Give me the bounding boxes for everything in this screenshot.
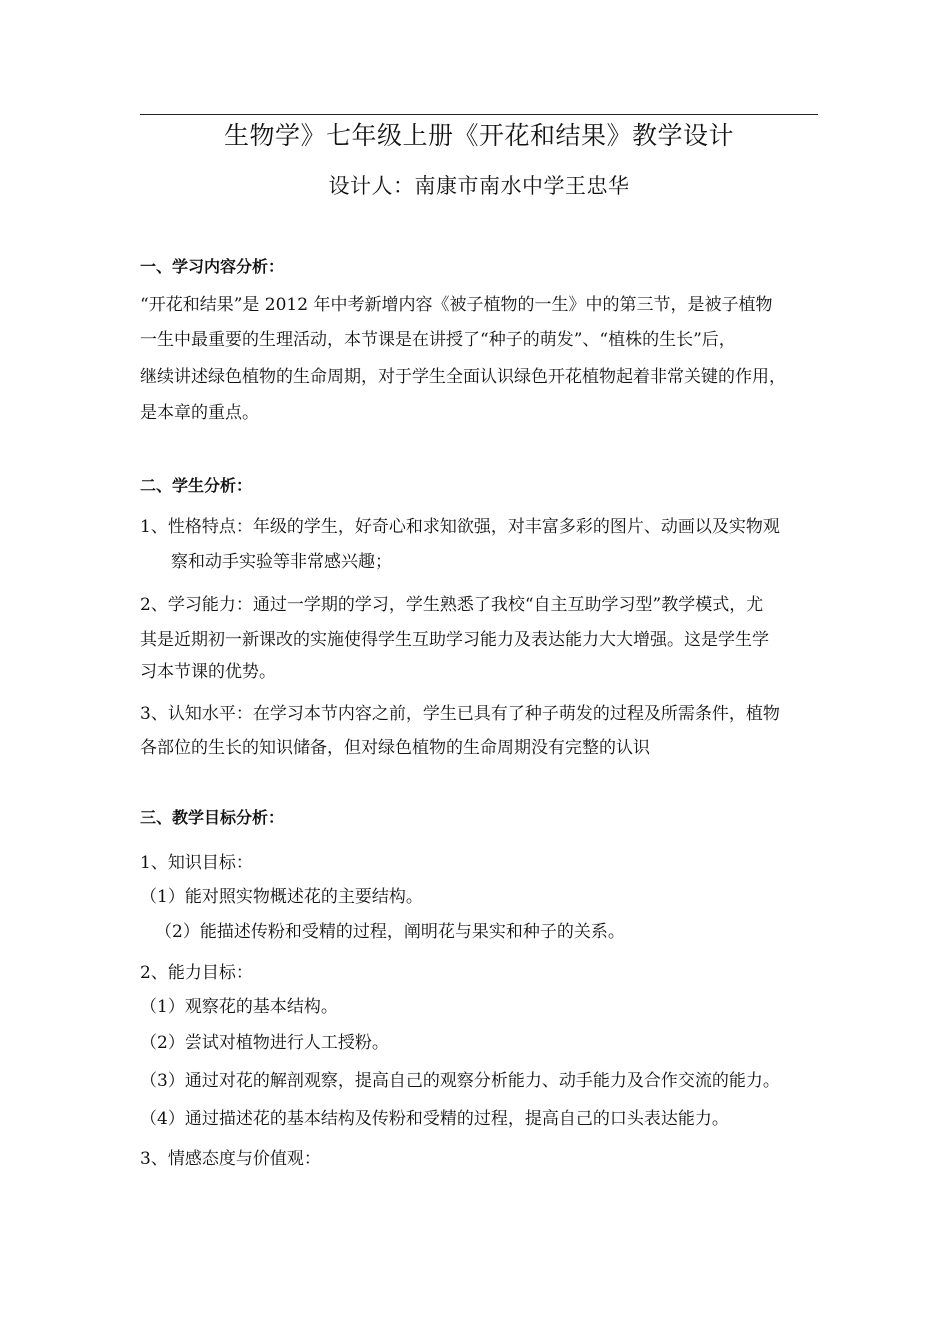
attitude-goal-heading: 3、情感态度与价值观： — [140, 1149, 321, 1169]
s2-item2-line: 其是近期初一新课改的实施使得学生互助学习能力及表达能力大大增强。这是学生学 — [140, 630, 769, 650]
s2-item3-line: 3、认知水平：在学习本节内容之前，学生已具有了种子萌发的过程及所需条件，植物 — [140, 704, 780, 724]
doc-title: 生物学》七年级上册《开花和结果》教学设计 — [223, 121, 734, 150]
knowledge-goal-item: （2）能描述传粉和受精的过程，阐明花与果实和种子的关系。 — [155, 922, 625, 942]
ability-goal-item: （4）通过描述花的基本结构及传粉和受精的过程，提高自己的口头表达能力。 — [140, 1109, 729, 1129]
knowledge-goal-item: （1）能对照实物概述花的主要结构。 — [140, 887, 423, 907]
knowledge-goal-heading: 1、知识目标： — [140, 853, 253, 873]
ability-goal-item: （3）通过对花的解剖观察，提高自己的观察分析能力、动手能力及合作交流的能力。 — [140, 1071, 780, 1091]
s2-item3-line: 各部位的生长的知识储备，但对绿色植物的生命周期没有完整的认识 — [140, 738, 650, 758]
section-3-heading: 三、教学目标分析： — [140, 808, 285, 827]
ability-goal-item: （2）尝试对植物进行人工授粉。 — [140, 1033, 389, 1053]
s2-item1-line: 1、性格特点：年级的学生，好奇心和求知欲强，对丰富多彩的图片、动画以及实物观 — [140, 517, 780, 537]
section-2-heading: 二、学生分析： — [140, 476, 253, 495]
ability-goal-heading: 2、能力目标： — [140, 963, 253, 983]
doc-author: 设计人：南康市南水中学王忠华 — [328, 174, 630, 198]
s1-line: 继续讲述绿色植物的生命周期，对于学生全面认识绿色开花植物起着非常关键的作用， — [140, 367, 786, 387]
s2-item1-line: 察和动手实验等非常感兴趣； — [171, 552, 392, 572]
s2-item2-line: 2、学习能力：通过一学期的学习，学生熟悉了我校“自主互助学习型”教学模式，尤 — [140, 595, 764, 615]
top-rule — [140, 114, 818, 115]
s1-line: “开花和结果”是 2012 年中考新增内容《被子植物的一生》中的第三节，是被子植物 — [140, 295, 773, 315]
ability-goal-item: （1）观察花的基本结构。 — [140, 997, 338, 1017]
section-1-heading: 一、学习内容分析： — [140, 257, 285, 276]
s2-item2-line: 习本节课的优势。 — [140, 662, 276, 682]
s1-line: 一生中最重要的生理活动，本节课是在讲授了“种子的萌发”、“植株的生长”后， — [140, 330, 736, 350]
s1-line: 是本章的重点。 — [140, 403, 259, 423]
